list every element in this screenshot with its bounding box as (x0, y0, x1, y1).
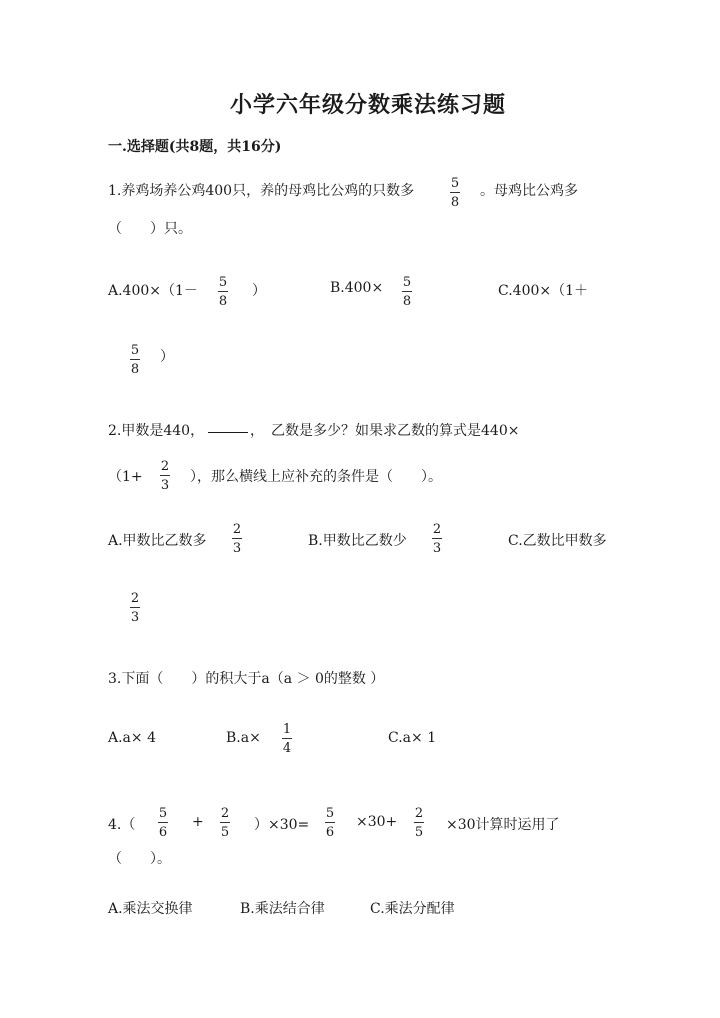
fraction-bar (220, 822, 230, 823)
fraction-denominator: 5 (414, 825, 424, 840)
q4-fraction-2 (220, 806, 230, 840)
fraction-bar (282, 738, 292, 739)
q4-plus: + (192, 814, 204, 830)
q3-option-a[interactable]: A.a× 4 (108, 730, 156, 746)
fraction-numerator: 2 (160, 459, 170, 474)
fraction-bar (160, 475, 170, 476)
q1-option-c-fraction (130, 343, 140, 377)
fraction-denominator: 6 (158, 825, 168, 840)
q4-open-paren: 4.（ (108, 817, 136, 833)
q3-option-c[interactable]: C.a× 1 (388, 730, 437, 746)
fraction-bar (414, 822, 424, 823)
fraction-bar (432, 538, 442, 539)
fraction-bar (218, 291, 228, 292)
q2-option-b-fraction (432, 522, 442, 556)
q2-blank-line (208, 420, 248, 433)
q2-option-b[interactable]: B.甲数比乙数少 (308, 533, 407, 549)
q4-times-30-plus: ×30+ (356, 814, 398, 830)
q1-stem-fraction (450, 176, 460, 210)
fraction-numerator: 2 (414, 806, 424, 821)
fraction-numerator: 2 (130, 591, 140, 606)
fraction-denominator: 5 (220, 825, 230, 840)
fraction-denominator: 3 (432, 541, 442, 556)
fraction-bar (325, 822, 335, 823)
q2-line2-fraction (160, 459, 170, 493)
page-title: 小学六年级分数乘法练习题 (230, 92, 507, 118)
fraction-numerator: 2 (220, 806, 230, 821)
q2-line2-end: ），那么横线上应补充的条件是（ ）。 (190, 469, 442, 485)
q1-option-a-fraction (218, 275, 228, 309)
q2-option-a-fraction (232, 522, 242, 556)
q1-stem-start: 1.养鸡场养公鸡400只，养的母鸡比公鸡的只数多 (108, 183, 415, 199)
fraction-numerator: 5 (158, 806, 168, 821)
fraction-numerator: 1 (282, 722, 292, 737)
section-heading: 一.选择题(共8题，共16分) (108, 139, 282, 155)
q3-stem: 3.下面（ ）的积大于a（a ＞ 0的整数 ） (108, 671, 385, 687)
q2-line2-start: （1+ (108, 469, 143, 485)
q1-stem-end: 。母鸡比公鸡多 (480, 183, 578, 199)
fraction-numerator: 5 (130, 343, 140, 358)
q3-option-b-fraction (282, 722, 292, 756)
fraction-numerator: 5 (450, 176, 460, 191)
q4-fraction-1 (158, 806, 168, 840)
q1-option-b-fraction (402, 275, 412, 309)
fraction-numerator: 5 (218, 275, 228, 290)
q2-option-a[interactable]: A.甲数比乙数多 (108, 533, 207, 549)
fraction-bar (402, 291, 412, 292)
q2-option-c-fraction (130, 591, 140, 625)
q1-option-b[interactable]: B.400× (330, 280, 384, 296)
fraction-numerator: 5 (325, 806, 335, 821)
q4-option-b[interactable]: B.乘法结合律 (240, 901, 325, 917)
q1-answer-line: （ ）只。 (108, 221, 192, 237)
q2-stem-start: 2.甲数是440， (108, 423, 205, 439)
q4-option-c[interactable]: C.乘法分配律 (370, 901, 455, 917)
q3-option-b[interactable]: B.a× (226, 730, 261, 746)
q4-fraction-3 (325, 806, 335, 840)
fraction-bar (232, 538, 242, 539)
q1-option-c[interactable]: C.400×（1＋ (498, 283, 589, 299)
fraction-denominator: 3 (160, 478, 170, 493)
fraction-denominator: 8 (402, 294, 412, 309)
q1-option-a[interactable]: A.400×（1－ (108, 283, 198, 299)
fraction-numerator: 5 (402, 275, 412, 290)
fraction-bar (130, 359, 140, 360)
fraction-denominator: 3 (232, 541, 242, 556)
q2-option-c[interactable]: C.乙数比甲数多 (508, 533, 607, 549)
q4-answer-line: （ ）。 (108, 851, 171, 867)
q4-times-30: ）×30= (254, 817, 310, 833)
q2-stem-end: ， 乙数是多少？如果求乙数的算式是440× (250, 423, 520, 439)
fraction-numerator: 2 (432, 522, 442, 537)
q4-option-a[interactable]: A.乘法交换律 (108, 901, 193, 917)
q1-option-a-close: ） (252, 283, 266, 299)
fraction-denominator: 8 (218, 294, 228, 309)
fraction-denominator: 4 (282, 741, 292, 756)
fraction-bar (158, 822, 168, 823)
fraction-denominator: 6 (325, 825, 335, 840)
q4-fraction-4 (414, 806, 424, 840)
fraction-denominator: 8 (450, 195, 460, 210)
fraction-bar (130, 607, 140, 608)
fraction-numerator: 2 (232, 522, 242, 537)
fraction-bar (450, 192, 460, 193)
q1-option-c-close: ） (160, 349, 174, 365)
q4-stem-end: ×30计算时运用了 (446, 817, 560, 833)
fraction-denominator: 8 (130, 362, 140, 377)
fraction-denominator: 3 (130, 610, 140, 625)
